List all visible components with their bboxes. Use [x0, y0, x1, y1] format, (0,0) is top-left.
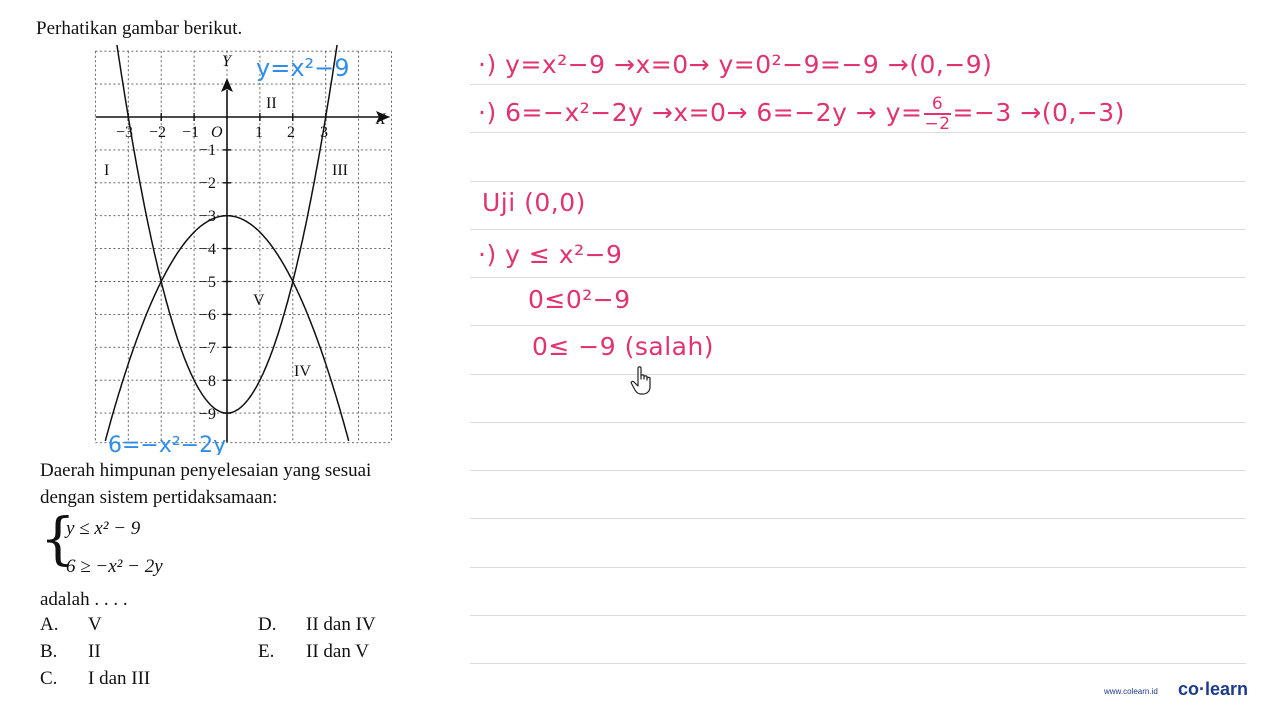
option-letter: E.: [258, 641, 275, 662]
work-text: =−3 →(0,−3): [952, 98, 1125, 127]
option-e[interactable]: [258, 641, 369, 663]
work-line-6: 0≤ −9 (salah): [532, 332, 715, 361]
fraction: [924, 95, 950, 133]
hand-pointer-icon: [630, 366, 654, 396]
ruled-line: [470, 277, 1246, 278]
y-tick-label: −1: [199, 142, 217, 159]
question-intro: Perhatikan gambar berikut.: [36, 18, 243, 39]
work-line-1: [478, 50, 992, 79]
ruled-line: [470, 470, 1246, 471]
work-text: y=x²−9 →x=0→ y=0²−9=−9 →(0,−9): [505, 50, 993, 79]
y-tick-label: −7: [199, 340, 217, 357]
question-prompt-line2: dengan sistem pertidaksamaan:: [40, 487, 278, 508]
x-tick-label: 1: [255, 124, 263, 141]
question-closing: adalah . . . .: [40, 589, 128, 610]
fraction-numerator: 6: [924, 95, 950, 115]
annotation-curve2: 6=−x²−2y: [108, 433, 227, 455]
inequality-1: y ≤ x² − 9: [66, 518, 141, 539]
bullet: ·): [478, 240, 497, 269]
option-a[interactable]: [40, 614, 102, 636]
inequality-2: 6 ≥ −x² − 2y: [66, 556, 163, 577]
option-text: I dan III: [88, 668, 151, 689]
ruled-line: [470, 518, 1246, 519]
y-axis-arrow: [221, 78, 233, 92]
ruled-line: [470, 229, 1246, 230]
region-label-v: V: [253, 292, 265, 309]
ruled-line: [470, 84, 1246, 85]
fraction-denominator: −2: [924, 114, 951, 134]
annotation-curve1: y=x²−9: [256, 54, 350, 82]
x-tick-label: −1: [182, 124, 200, 141]
y-tick-label: −8: [199, 373, 217, 390]
y-tick-label: −3: [199, 208, 217, 225]
option-text: II dan V: [306, 641, 369, 662]
question-prompt-line1: Daerah himpunan penyelesaian yang sesuai: [40, 460, 372, 481]
x-axis-label: X: [376, 111, 386, 128]
region-label-ii: II: [266, 95, 277, 112]
option-letter: D.: [258, 614, 277, 635]
ruled-line: [470, 325, 1246, 326]
coordinate-graph: [90, 45, 400, 455]
region-label-iii: III: [332, 162, 348, 179]
bullet: ·): [478, 50, 497, 79]
ruled-line: [470, 374, 1246, 375]
option-text: V: [88, 614, 102, 635]
graph-grid: [95, 51, 391, 443]
option-text: II: [88, 641, 101, 662]
brand-logo: co·learn: [1178, 679, 1249, 699]
work-line-3: Uji (0,0): [482, 188, 586, 217]
y-tick-label: −2: [199, 175, 217, 192]
y-axis-label: Y: [222, 53, 231, 70]
option-d[interactable]: [258, 614, 376, 636]
ruled-line: [470, 567, 1246, 568]
work-line-2: [478, 95, 1125, 133]
work-text: 6=−x²−2y →x=0→ 6=−2y → y=: [505, 98, 923, 127]
y-tick-label: −9: [199, 406, 217, 423]
work-line-4: [478, 240, 622, 269]
work-text: y ≤ x²−9: [505, 240, 623, 269]
region-label-i: I: [104, 162, 110, 179]
footer-url: www.colearn.id: [1104, 687, 1158, 696]
x-tick-label: −3: [116, 124, 134, 141]
ruled-line: [470, 663, 1246, 664]
ruled-line: [470, 422, 1246, 423]
x-tick-label: 3: [320, 124, 328, 141]
origin-label: O: [211, 124, 223, 141]
option-c[interactable]: [40, 668, 150, 690]
option-letter: B.: [40, 641, 58, 662]
x-tick-label: −2: [149, 124, 167, 141]
bullet: ·): [478, 98, 497, 127]
ruled-line: [470, 181, 1246, 182]
y-tick-label: −6: [199, 307, 217, 324]
work-line-5: 0≤0²−9: [528, 285, 631, 314]
option-letter: A.: [40, 614, 59, 635]
option-letter: C.: [40, 668, 58, 689]
y-tick-label: −4: [199, 241, 217, 258]
x-tick-label: 2: [287, 124, 295, 141]
option-text: II dan IV: [306, 614, 376, 635]
system-brace: {: [40, 507, 76, 572]
option-b[interactable]: [40, 641, 101, 663]
y-tick-label: −5: [199, 274, 217, 291]
region-label-iv: IV: [294, 363, 311, 380]
ruled-line: [470, 615, 1246, 616]
